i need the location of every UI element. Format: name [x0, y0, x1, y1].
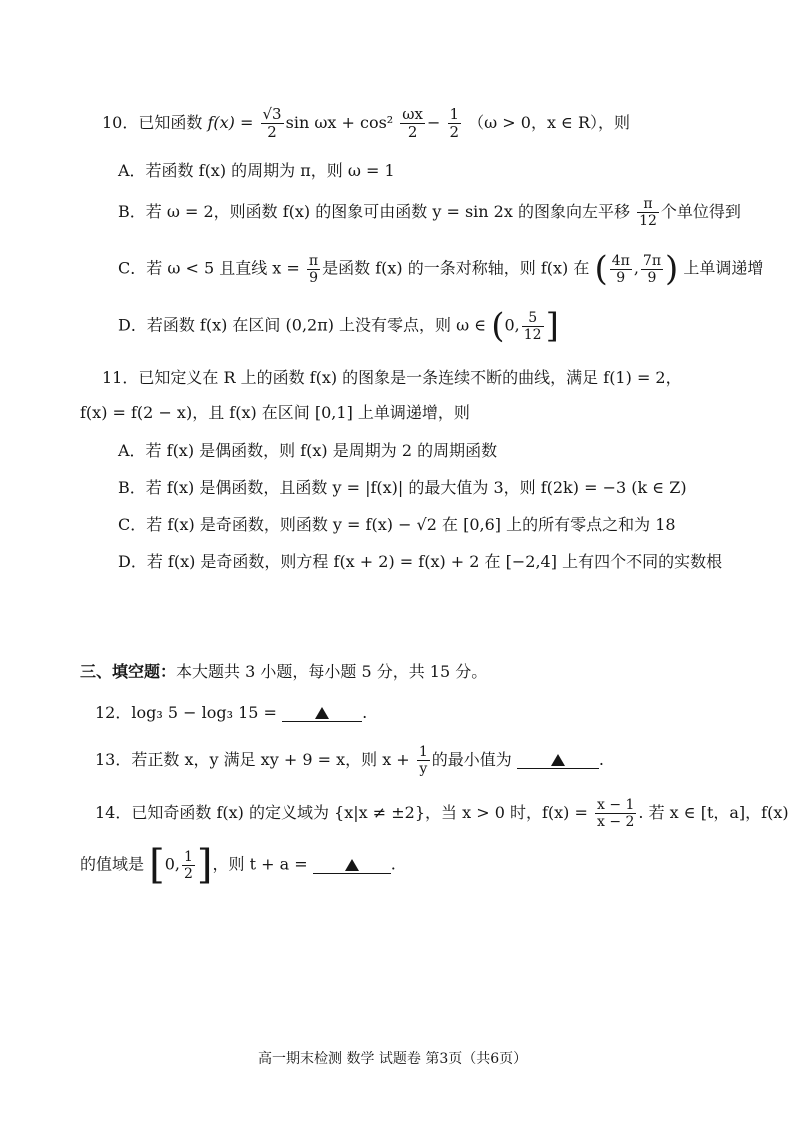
- q13-frac: $\frac{1}{y}$: [418, 744, 428, 777]
- q10-c-interval-b: $\frac{7\pi}{9}$: [642, 252, 662, 286]
- q10-option-d: D．若函数 f(x) 在区间 (0,2π) 上没有零点，则 ω ∈ (0, $\frac{5}{12}$ ]: [118, 306, 559, 346]
- triangle-icon: [315, 707, 329, 719]
- q14-answer-blank[interactable]: [313, 857, 391, 874]
- q14-line1: 14．已知奇函数 f(x) 的定义域为 {x|x ≠ ±2}，当 x > 0 时，f(x) = $\frac{x - 1}{x - 2}$ . 若 x ∈ [t，a]，f(x): [95, 797, 789, 830]
- q11-option-b: B．若 f(x) 是偶函数，且函数 y = |f(x)| 的最大值为 3，则 f(2k) = −3 (k ∈ Z): [118, 478, 687, 497]
- section-3-heading: 三、填空题：本大题共 3 小题，每小题 5 分，共 15 分。: [80, 662, 488, 681]
- q10-option-a: A．若函数 f(x) 的周期为 π，则 ω = 1: [118, 161, 395, 180]
- page-footer: 高一期末检测 数学 试题卷 第3页（共6页）: [258, 1051, 528, 1067]
- q11-option-c: C．若 f(x) 是奇函数，则函数 y = f(x) − √2 在 [0,6] 上的所有零点之和为 18: [118, 515, 676, 534]
- q10-c-interval-a: $\frac{4\pi}{9}$: [611, 252, 630, 286]
- q10-stem: 10．已知函数 f(x) = $\frac{√3}{2}$ sin ωx + cos² $\frac{\omega x}{2}$ − $\frac{1}{2}$ （ω > 0，x ∈ R），则: [102, 105, 631, 141]
- q10-d-frac: $\frac{5}{12}$: [523, 309, 542, 343]
- triangle-icon: [551, 754, 565, 766]
- q10-c-frac: $\frac{\pi}{9}$: [308, 252, 319, 286]
- q11-option-d: D．若 f(x) 是奇函数，则方程 f(x + 2) = f(x) + 2 在 [−2,4] 上有四个不同的实数根: [118, 552, 723, 571]
- q10-option-c: C．若 ω < 5 且直线 x = $\frac{\pi}{9}$ 是函数 f(x) 的一条对称轴，则 f(x) 在 ( $\frac{4\pi}{9}$ , $\frac{7\pi}{9}$ ) 上单调递增: [118, 249, 764, 289]
- q10-frac-1-2: $\frac{1}{2}$: [449, 105, 460, 141]
- q10-option-b: B．若 ω = 2，则函数 f(x) 的图象可由函数 y = sin 2x 的图象向左平移 $\frac{\pi}{12}$ 个单位得到: [118, 196, 741, 229]
- q10-frac-omegax-2: $\frac{\omega x}{2}$: [402, 105, 423, 141]
- q12-answer-blank[interactable]: [282, 705, 362, 722]
- q14-frac: $\frac{x - 1}{x - 2}$: [596, 797, 635, 830]
- q12: 12．log₃ 5 − log₃ 15 = .: [95, 703, 368, 722]
- q11-stem-line2: f(x) = f(2 − x)，且 f(x) 在区间 [0,1] 上单调递增，则: [80, 403, 470, 422]
- q11-stem-line1: 11．已知定义在 R 上的函数 f(x) 的图象是一条连续不断的曲线，满足 f(1) = 2，: [102, 368, 682, 387]
- q10-b-frac: $\frac{\pi}{12}$: [639, 196, 657, 229]
- q13: 13．若正数 x，y 满足 xy + 9 = x，则 x + $\frac{1}{y}$ 的最小值为 .: [95, 744, 604, 777]
- q13-answer-blank[interactable]: [517, 752, 599, 769]
- q11-option-a: A．若 f(x) 是偶函数，则 f(x) 是周期为 2 的周期函数: [118, 441, 498, 460]
- q14-line2: 的值域是 [0, $\frac{1}{2}$ ]，则 t + a = .: [80, 842, 396, 888]
- q10-frac-sqrt3-2: $\frac{√3}{2}$: [262, 105, 282, 141]
- triangle-icon: [345, 859, 359, 871]
- q14-range-frac: $\frac{1}{2}$: [183, 848, 193, 882]
